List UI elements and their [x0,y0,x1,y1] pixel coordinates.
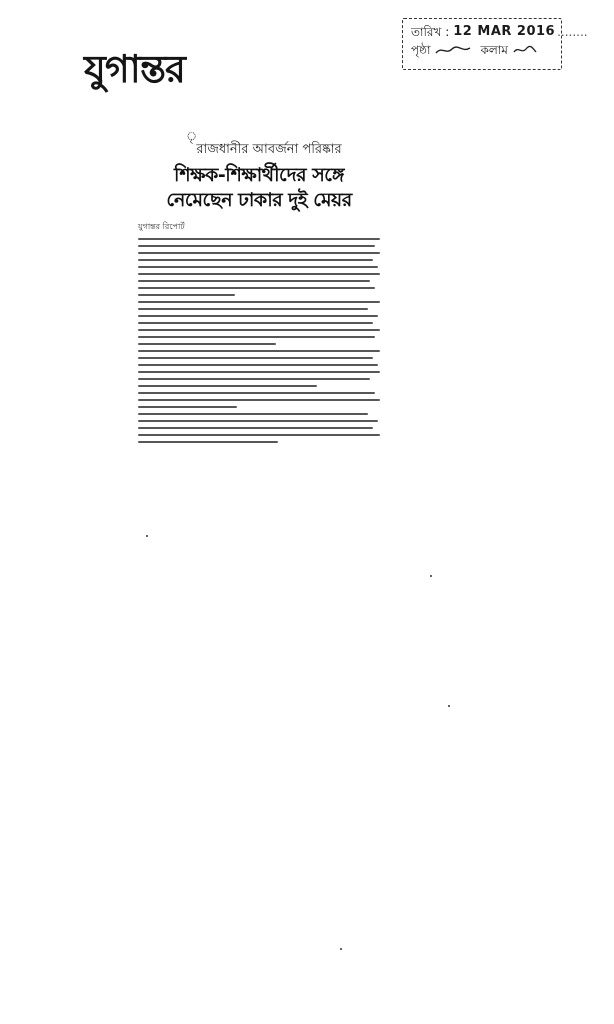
stamp-date-row [411,23,588,41]
body-text-line [138,385,317,387]
pencil-tick-mark: ৃ [186,129,198,143]
handwritten-page-scribble-icon [434,44,474,56]
body-text-line [138,315,378,317]
body-text-line [138,406,237,408]
article-body-text [138,238,380,443]
body-text-line [138,420,378,422]
body-text-line [138,308,368,310]
body-text-line [138,399,380,401]
body-text-line [138,350,380,352]
date-stamp [402,18,588,70]
speck [146,535,148,537]
body-text-line [138,266,378,268]
body-text-line [138,357,373,359]
newspaper-masthead: যুগান্তর [84,46,185,91]
body-text-line [138,336,375,338]
body-text-line [138,364,378,366]
handwritten-column-scribble-icon [512,44,538,56]
article-headline-line-1: শিক্ষক-শিক্ষার্থীদের সঙ্গে [173,164,345,186]
body-text-line [138,322,373,324]
body-text-line [138,273,380,275]
article-clipping [138,140,380,448]
stamp-date-label: তারিখ : [411,25,450,39]
body-text-line [138,329,380,331]
stamp-column-label: কলাম [480,43,508,57]
body-text-line [138,371,380,373]
body-text-line [138,294,235,296]
body-text-line [138,441,278,443]
body-text-line [138,301,380,303]
body-text-line [138,259,373,261]
stamp-page-label: পৃষ্ঠা [411,43,431,57]
body-text-line [138,392,375,394]
body-text-line [138,280,370,282]
body-text-line [138,427,373,429]
stamp-page-row [411,41,553,59]
article-headline-line-2: নেমেছেন ঢাকার দুই মেয়র [166,189,352,211]
body-text-line [138,252,380,254]
body-text-line [138,238,380,240]
speck [448,705,450,707]
body-text-line [138,245,375,247]
body-text-line [138,434,380,436]
stamp-date-dots: ........ [557,25,588,39]
body-text-line [138,378,370,380]
article-byline: যুগান্তর রিপোর্ট [138,222,185,231]
body-text-line [138,413,368,415]
body-text-line [138,287,375,289]
stamp-date-value: 12 MAR 2016 [453,24,556,39]
body-text-line [138,343,276,345]
speck [430,575,432,577]
article-kicker: রাজধানীর আবর্জনা পরিষ্কার [196,142,342,157]
speck [340,948,342,950]
